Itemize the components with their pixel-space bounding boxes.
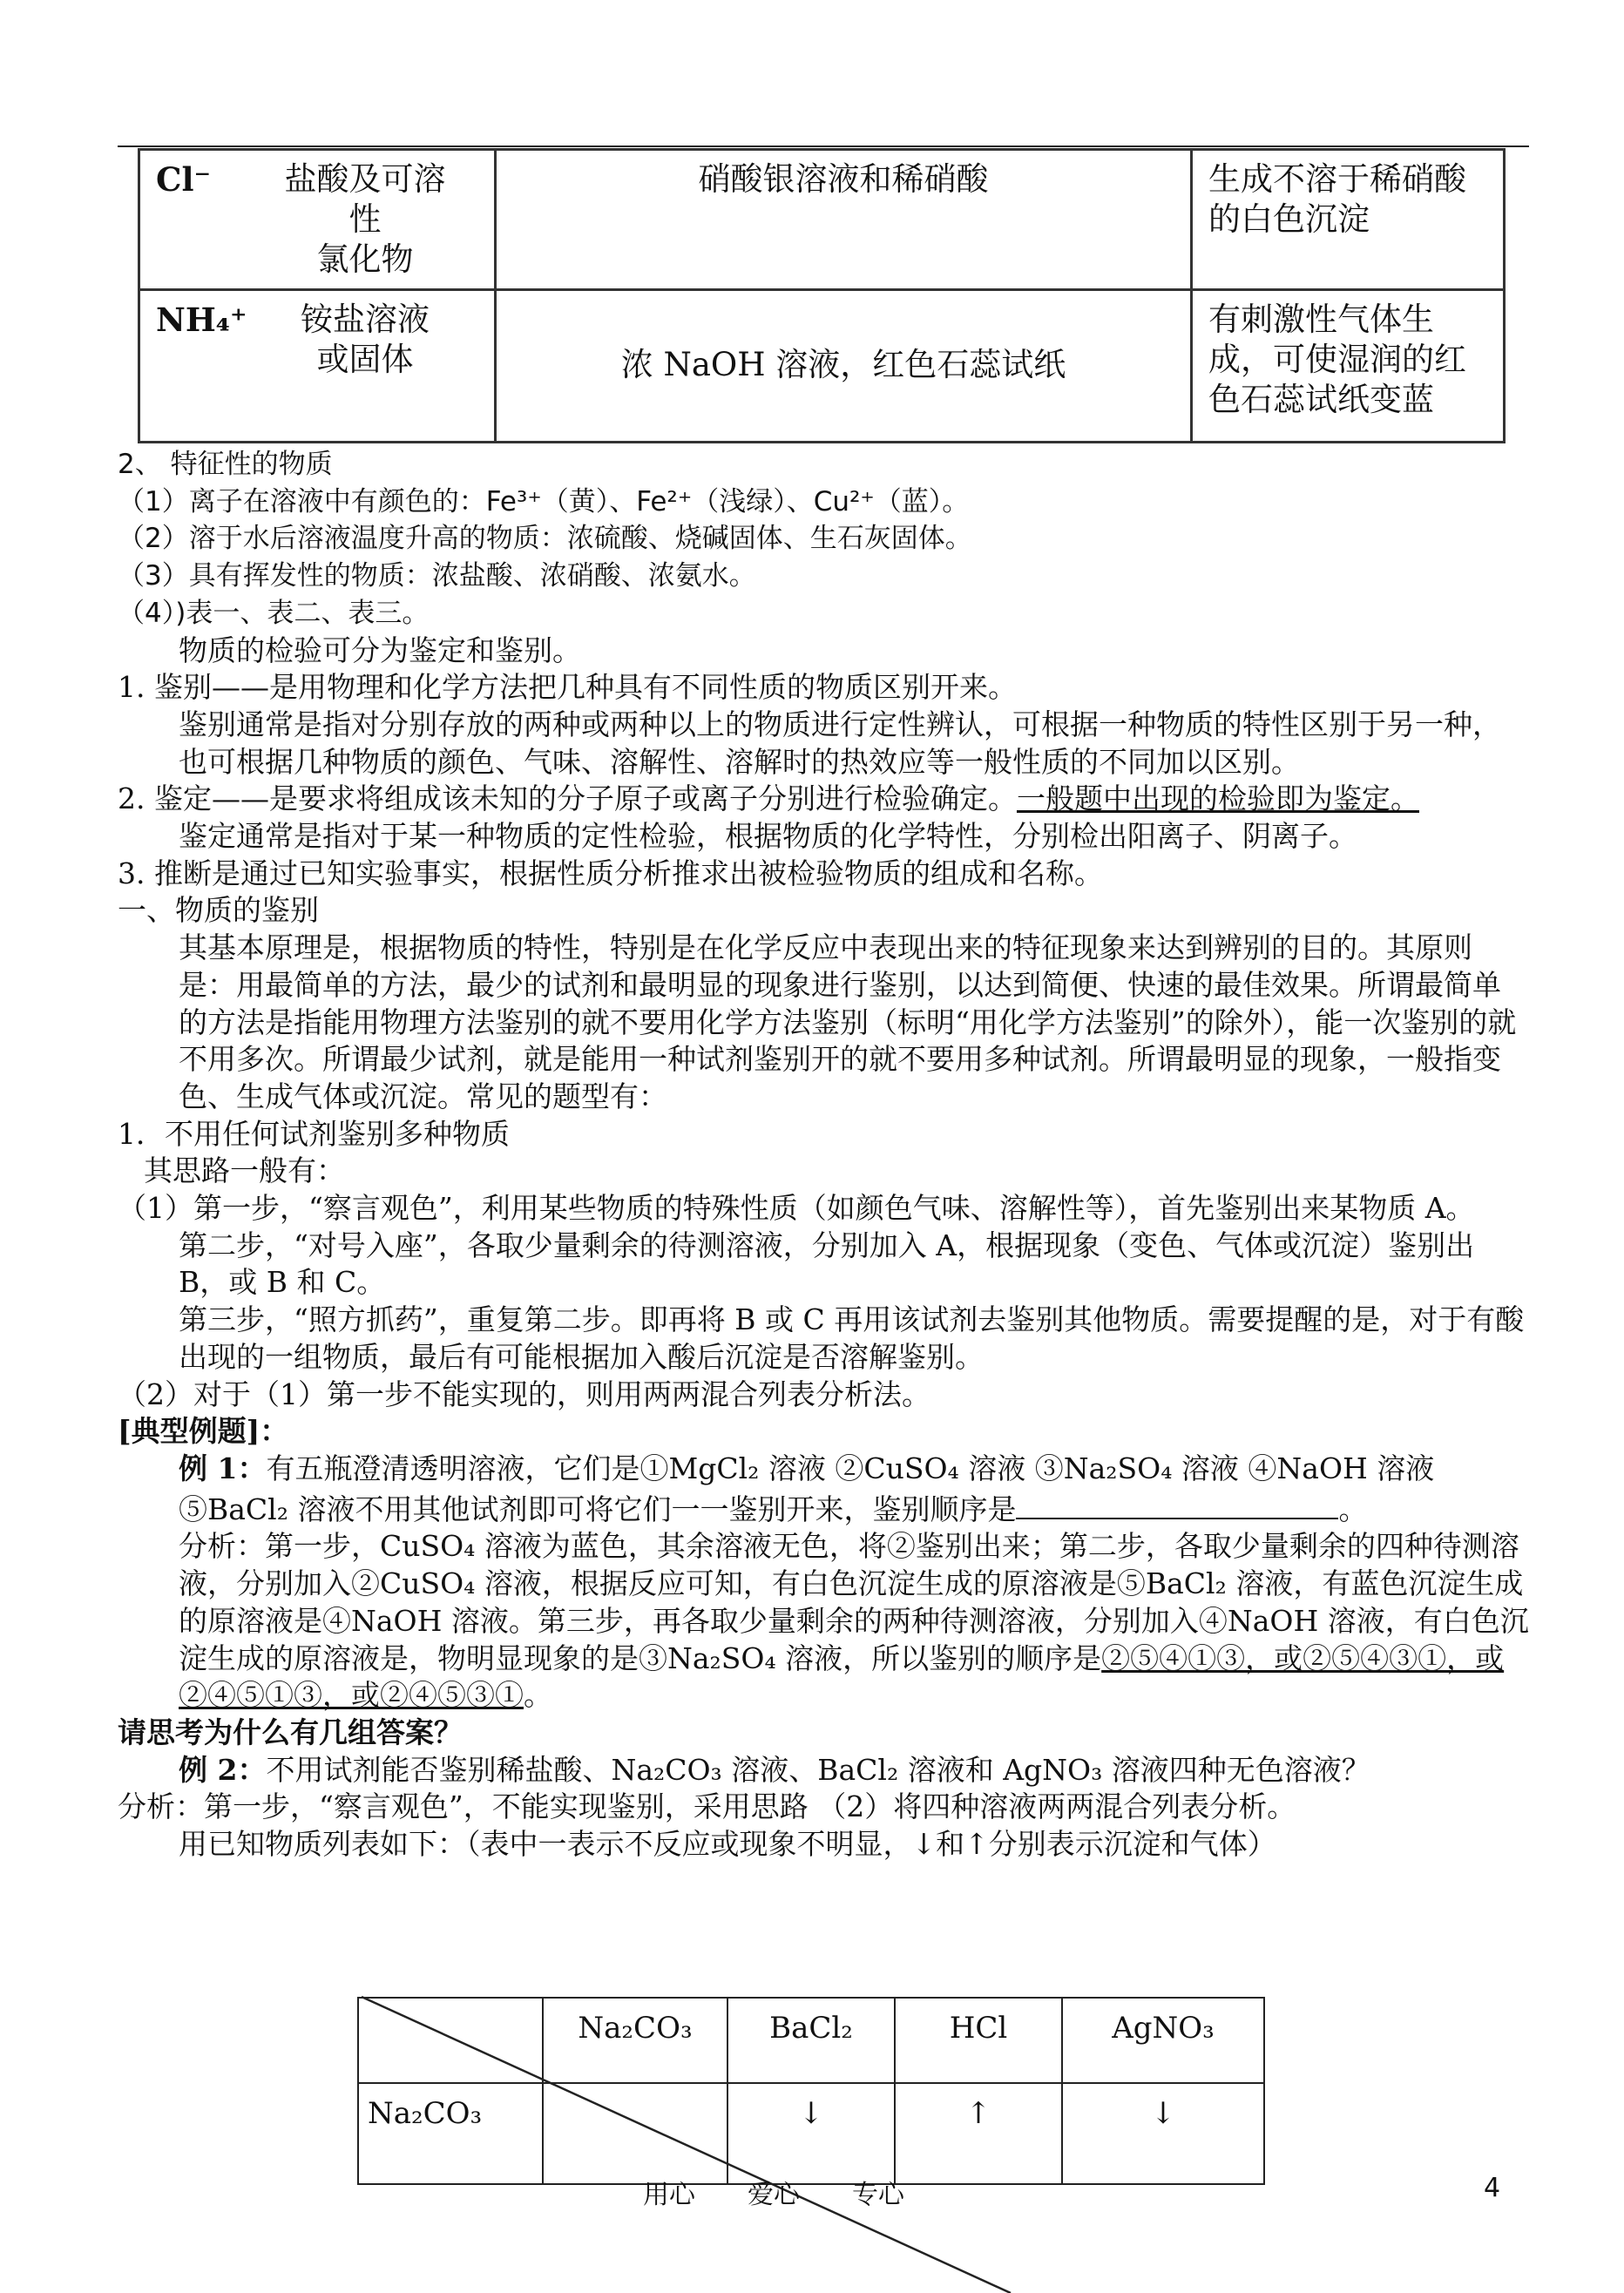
paragraph: （2）对于（1）第一步不能实现的，则用两两混合列表分析法。 [118, 1376, 930, 1411]
paragraph: 鉴定通常是指对于某一种物质的定性检验，根据物质的化学特性，分别检出阳离子、阴离子。 [179, 819, 1357, 854]
example-2: 例 2：不用试剂能否鉴别稀盐酸、Na₂CO₃ 溶液、BaCl₂ 溶液和 AgNO₃ 溶液四种无色溶液？ [179, 1752, 1370, 1787]
phenomenon-cell: 有刺激性气体生成，可使湿润的红色石蕊试纸变蓝 [1192, 290, 1505, 443]
ion-source: 盐酸及可溶性 [284, 160, 446, 238]
paragraph: （1）离子在溶液中有颜色的：Fe³⁺（黄）、Fe²⁺（浅绿）、Cu²⁺（蓝）。 [118, 485, 970, 517]
paragraph: 分析：第一步，“察言观色”，不能实现鉴别，采用思路 （2）将四种溶液两两混合列表分析。 [118, 1789, 1296, 1824]
analysis-1: 分析：第一步，CuSO₄ 溶液为蓝色，其余溶液无色，将②鉴别出来；第二步，各取少量剩余的四种待测溶液，分别加入②CuSO₄ 溶液，根据反应可知，有白色沉淀生成的原溶液是⑤BaCl₂ 溶液，有蓝色沉淀生成的原溶液是④NaOH 溶液。第三步，再各取少量剩余的两种待测溶液，分别加入④NaOH 溶液，有白色沉淀生成的原溶液是，物明显现象的是③Na₂SO₄ 溶液，所以鉴别的顺序是②⑤④①③，或②⑤④③①，或②④⑤①③，或②④⑤③①。 [179, 1529, 1529, 1713]
example-1: 例 1：有五瓶澄清透明溶液，它们是①MgCl₂ 溶液 ②CuSO₄ 溶液 ③Na₂SO₄ 溶液 ④NaOH 溶液 ⑤BaCl₂ 溶液不用其他试剂即可将它们一一鉴别开来，鉴别顺序是 。 [179, 1451, 1435, 1526]
column-header: AgNO₃ [1062, 1998, 1264, 2083]
question: 请思考为什么有几组答案？ [118, 1715, 463, 1749]
reagent-cell: 硝酸银溶液和稀硝酸 [496, 150, 1192, 290]
footer-motto: 用心 爱心 专心 [643, 2180, 904, 2210]
column-header: HCl [895, 1998, 1062, 2083]
subheading: 1．不用任何试剂鉴别多种物质 [118, 1116, 510, 1151]
underlined-note: 一般题中出现的检验即为鉴定。 [1016, 781, 1419, 816]
paragraph: 其思路一般有： [144, 1153, 345, 1188]
column-header: BaCl₂ [727, 1998, 895, 2083]
phenomenon-cell: 生成不溶于稀硝酸的白色沉淀 [1192, 150, 1505, 290]
ion-source: 铵盐溶液 [301, 301, 430, 338]
paragraph: 第二步，“对号入座”，各取少量剩余的待测溶液，分别加入 A，根据现象（变色、气体或沉淀）鉴别出 B，或 B 和 C。 [179, 1228, 1475, 1300]
paragraph: 第三步，“照方抓药”，重复第二步。即再将 B 或 C 再用该试剂去鉴别其他物质。需要提醒的是，对于有酸出现的一组物质，最后有可能根据加入酸后沉淀是否溶解鉴别。 [179, 1302, 1525, 1374]
paragraph: （2）溶于水后溶液温度升高的物质：浓硫酸、烧碱固体、生石灰固体。 [118, 523, 972, 555]
paragraph: （1）第一步，“察言观色”，利用某些物质的特殊性质（如颜色气味、溶解性等），首先鉴别出来某物质 A。 [118, 1191, 1475, 1226]
paragraph: 物质的检验可分为鉴定和鉴别。 [179, 632, 581, 667]
ion-source: 氯化物 [316, 240, 414, 278]
definition: 2. 鉴定——是要求将组成该未知的分子原子或离子分别进行检验确定。一般题中出现的检验即为鉴定。 [118, 781, 1419, 816]
reagent-text: 浓 NaOH 溶液，红色石蕊试纸 [620, 346, 1066, 383]
ion-symbol: NH₄⁺ [156, 301, 247, 339]
table-cell: ↓ [1062, 2083, 1264, 2184]
paragraph: 用已知物质列表如下：（表中一表示不反应或现象不明显，↓和↑分别表示沉淀和气体） [179, 1827, 1276, 1862]
column-header: Na₂CO₃ [543, 1998, 727, 2083]
definition: 1. 鉴别——是用物理和化学方法把几种具有不同性质的物质区别开来。 [118, 670, 1017, 705]
ion-source: 或固体 [316, 341, 414, 378]
table-cell: ↑ [895, 2083, 1062, 2184]
paragraph: 其基本原理是，根据物质的特性，特别是在化学反应中表现出来的特征现象来达到辨别的目的。其原则是：用最简单的方法，最少的试剂和最明显的现象进行鉴别，以达到简便、快速的最佳效果。所谓最简单的方法是指能用物理方法鉴别的就不要用化学方法鉴别（标明“用化学方法鉴别”的除外），能一次鉴别的就不用多次。所谓最少试剂，就是能用一种试剂鉴别开的就不要用多种试剂。所谓最明显的现象，一般指变色、生成气体或沉淀。常见的题型有： [179, 930, 1517, 1113]
paragraph: （4）)表一、表二、表三。 [118, 597, 430, 629]
paragraph: 鉴别通常是指对分别存放的两种或两种以上的物质进行定性辨认，可根据一种物质的特性区别于另一种，也可根据几种物质的颜色、气味、溶解性、溶解时的热效应等一般性质的不同加以区别。 [179, 707, 1501, 779]
answer-text: ②⑤④①③，或②⑤④③①，或②④⑤①③，或②④⑤③① [179, 1640, 1505, 1713]
page-number: 4 [1484, 2173, 1501, 2203]
section-heading: 2、 特征性的物质 [118, 449, 333, 480]
row-header: Na₂CO₃ [358, 2083, 543, 2184]
table-cell: ↓ [727, 2083, 895, 2184]
paragraph: （3）具有挥发性的物质：浓盐酸、浓硝酸、浓氨水。 [118, 560, 756, 592]
definition: 3. 推断是通过已知实验事实，根据性质分析推求出被检验物质的组成和名称。 [118, 856, 1103, 890]
ion-symbol: Cl⁻ [156, 160, 212, 199]
subheading: [典型例题]： [118, 1414, 289, 1449]
section-heading: 一、物质的鉴别 [118, 893, 319, 928]
